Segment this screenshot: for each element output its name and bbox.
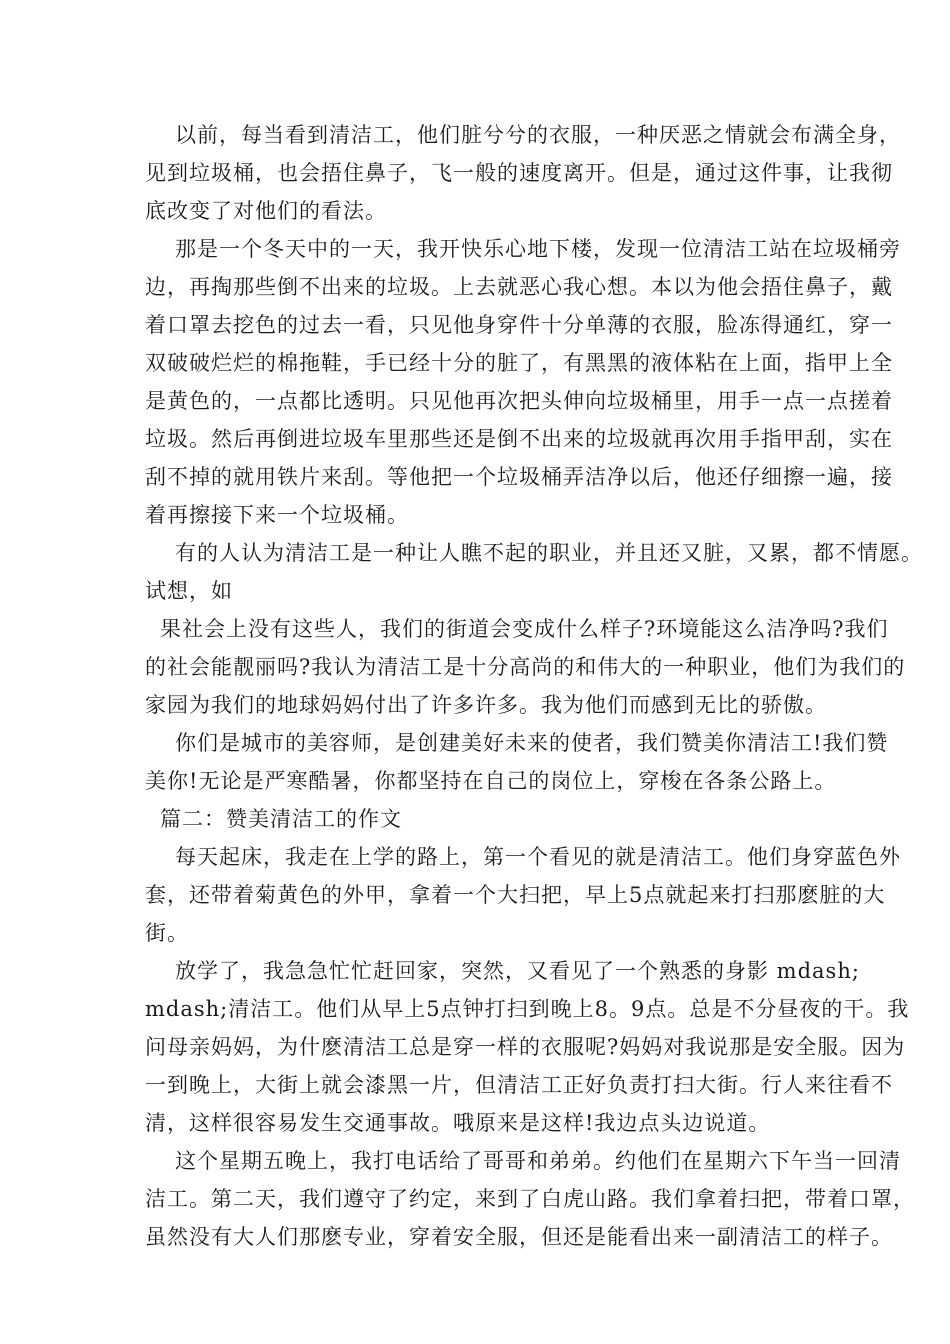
text-line: 放学了，我急急忙忙赶回家，突然，又看见了一个熟悉的身影 mdash; — [175, 959, 860, 983]
text-line: 问母亲妈妈，为什麽清洁工总是穿一样的衣服呢?妈妈对我说那是安全服。因为 — [145, 1035, 906, 1059]
text-line: 一到晚上，大街上就会漆黑一片，但清洁工正好负责打扫大街。行人来往看不 — [145, 1073, 893, 1097]
text-line: 你们是城市的美容师，是创建美好未来的使者，我们赞美你清洁工!我们赞 — [175, 731, 889, 755]
text-line: mdash;清洁工。他们从早上5点钟打扫到晚上8。9点。总是不分昼夜的干。我 — [145, 997, 910, 1021]
text-line: 是黄色的，一点都比透明。只见他再次把头伸向垃圾桶里，用手一点一点搓着 — [145, 389, 893, 413]
text-line: 的社会能靓丽吗?我认为清洁工是十分高尚的和伟大的一种职业，他们为我们的 — [145, 655, 906, 679]
text-line: 着再擦接下来一个垃圾桶。 — [145, 503, 409, 527]
text-line: 每天起床，我走在上学的路上，第一个看见的就是清洁工。他们身穿蓝色外 — [175, 845, 901, 869]
text-line: 双破破烂烂的棉拖鞋，手已经十分的脏了，有黑黑的液体粘在上面，指甲上全 — [145, 351, 893, 375]
text-line: 虽然没有大人们那麽专业，穿着安全服，但还是能看出来一副清洁工的样子。 — [145, 1225, 893, 1249]
text-line: 家园为我们的地球妈妈付出了许多许多。我为他们而感到无比的骄傲。 — [145, 693, 827, 717]
text-line: 着口罩去挖色的过去一看，只见他身穿件十分单薄的衣服，脸冻得通红，穿一 — [145, 313, 893, 337]
text-line: 底改变了对他们的看法。 — [145, 199, 387, 223]
text-line: 那是一个冬天中的一天，我开快乐心地下楼，发现一位清洁工站在垃圾桶旁 — [175, 237, 901, 261]
text-line: 果社会上没有这些人，我们的街道会变成什么样子?环境能这么洁净吗?我们 — [160, 617, 889, 641]
text-line: 街。 — [145, 921, 189, 945]
text-line: 以前，每当看到清洁工，他们脏兮兮的衣服，一种厌恶之情就会布满全身， — [175, 123, 901, 147]
text-line: 美你!无论是严寒酷暑，你都坚持在自己的岗位上，穿梭在各条公路上。 — [145, 769, 837, 793]
section-heading: 篇二：赞美清洁工的作文 — [160, 807, 402, 831]
text-line: 这个星期五晚上，我打电话给了哥哥和弟弟。约他们在星期六下午当一回清 — [175, 1149, 901, 1173]
text-line: 清，这样很容易发生交通事故。哦原来是这样!我边点头边说道。 — [145, 1111, 771, 1135]
text-line: 有的人认为清洁工是一种让人瞧不起的职业，并且还又脏，又累，都不情愿。 — [175, 541, 923, 565]
text-line: 试想，如 — [145, 579, 233, 603]
text-line: 边，再掏那些倒不出来的垃圾。上去就恶心我心想。本以为他会捂住鼻子，戴 — [145, 275, 893, 299]
text-line: 刮不掉的就用铁片来刮。等他把一个垃圾桶弄洁净以后，他还仔细擦一遍，接 — [145, 465, 893, 489]
text-line: 套，还带着菊黄色的外甲，拿着一个大扫把，早上5点就起来打扫那麽脏的大 — [145, 883, 886, 907]
text-line: 垃圾。然后再倒进垃圾车里那些还是倒不出来的垃圾就再次用手指甲刮，实在 — [145, 427, 893, 451]
text-line: 见到垃圾桶，也会捂住鼻子，飞一般的速度离开。但是，通过这件事，让我彻 — [145, 161, 893, 185]
text-line: 洁工。第二天，我们遵守了约定，来到了白虎山路。我们拿着扫把，带着口罩， — [145, 1187, 915, 1211]
